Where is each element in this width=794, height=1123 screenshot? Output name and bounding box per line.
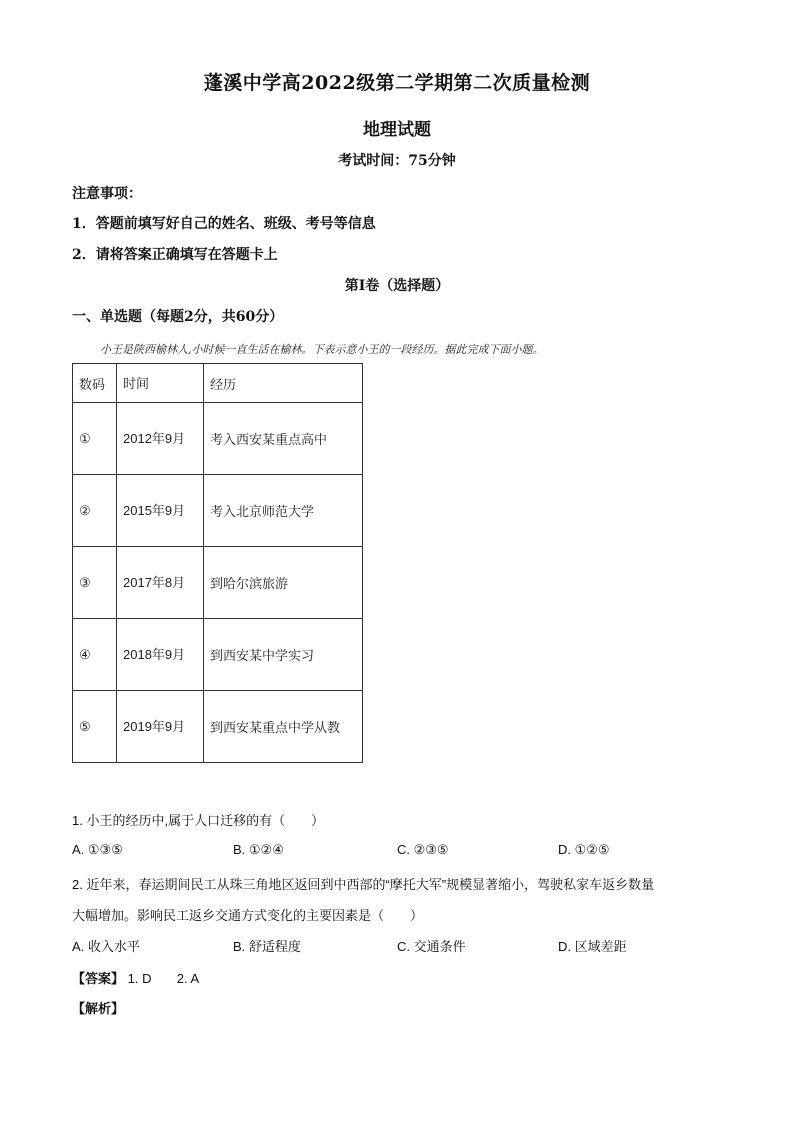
column-header-time: 时间 bbox=[117, 364, 204, 403]
exam-title: 蓬溪中学高2022级第二学期第二次质量检测 bbox=[203, 72, 591, 94]
row-num: ③ bbox=[73, 547, 117, 619]
question-1-option-b: B. ①②④ bbox=[233, 842, 284, 857]
question-intro: 小王是陕西榆林人,小时候一直生活在榆林。下表示意小王的一段经历。据此完成下面小题。 bbox=[100, 343, 544, 356]
exam-time: 考试时间：75分钟 bbox=[338, 153, 456, 169]
answer-line bbox=[72, 968, 199, 987]
experience-table bbox=[72, 363, 363, 763]
question-2-option-b: B. 舒适程度 bbox=[233, 939, 301, 954]
row-event: 考入北京师范大学 bbox=[204, 475, 363, 547]
column-header-num: 数码 bbox=[73, 364, 117, 403]
row-event: 到哈尔滨旅游 bbox=[204, 547, 363, 619]
question-1-option-a: A. ①③⑤ bbox=[72, 842, 123, 857]
table-row bbox=[73, 475, 363, 547]
notice-item-1: 1．答题前填写好自己的姓名、班级、考号等信息 bbox=[72, 216, 376, 232]
answer-1: 1. D bbox=[127, 971, 152, 986]
question-2-stem-line-1: 2. 近年来，春运期间民工从珠三角地区返回到中西部的“摩托大军”规模显著缩小，驾驶私家车返乡数量 bbox=[72, 877, 655, 892]
analysis-tag: 【解析】 bbox=[72, 1001, 125, 1016]
table-row bbox=[73, 403, 363, 475]
question-1-option-d: D. ①②⑤ bbox=[558, 842, 610, 857]
notice-item-2: 2．请将答案正确填写在答题卡上 bbox=[72, 247, 278, 263]
table-row bbox=[73, 691, 363, 763]
row-event: 到西安某重点中学从教 bbox=[204, 691, 363, 763]
row-num: ⑤ bbox=[73, 691, 117, 763]
row-event: 到西安某中学实习 bbox=[204, 619, 363, 691]
row-num: ① bbox=[73, 403, 117, 475]
row-time: 2017年8月 bbox=[117, 547, 204, 619]
question-2-option-a: A. 收入水平 bbox=[72, 939, 140, 954]
answer-tag: 【答案】 bbox=[72, 971, 125, 986]
question-1-stem: 1. 小王的经历中,属于人口迁移的有（ ） bbox=[72, 813, 325, 828]
section-heading: 一、单选题（每题2分，共60分） bbox=[72, 309, 284, 325]
question-1-option-c: C. ②③⑤ bbox=[397, 842, 449, 857]
question-2-option-c: C. 交通条件 bbox=[397, 939, 466, 954]
answer-2: 2. A bbox=[176, 971, 200, 986]
row-event: 考入西安某重点高中 bbox=[204, 403, 363, 475]
question-2-stem-line-2: 大幅增加。影响民工返乡交通方式变化的主要因素是（ ） bbox=[72, 908, 424, 923]
subject-title: 地理试题 bbox=[363, 120, 431, 140]
table-row bbox=[73, 619, 363, 691]
column-header-event: 经历 bbox=[204, 364, 363, 403]
question-2-option-d: D. 区域差距 bbox=[558, 939, 627, 954]
notice-heading: 注意事项： bbox=[72, 186, 142, 202]
section-title: 第I卷（选择题） bbox=[344, 278, 450, 294]
row-num: ④ bbox=[73, 619, 117, 691]
row-time: 2012年9月 bbox=[117, 403, 204, 475]
row-time: 2018年9月 bbox=[117, 619, 204, 691]
table-header-row bbox=[73, 364, 363, 403]
row-time: 2015年9月 bbox=[117, 475, 204, 547]
table-row bbox=[73, 547, 363, 619]
row-num: ② bbox=[73, 475, 117, 547]
row-time: 2019年9月 bbox=[117, 691, 204, 763]
